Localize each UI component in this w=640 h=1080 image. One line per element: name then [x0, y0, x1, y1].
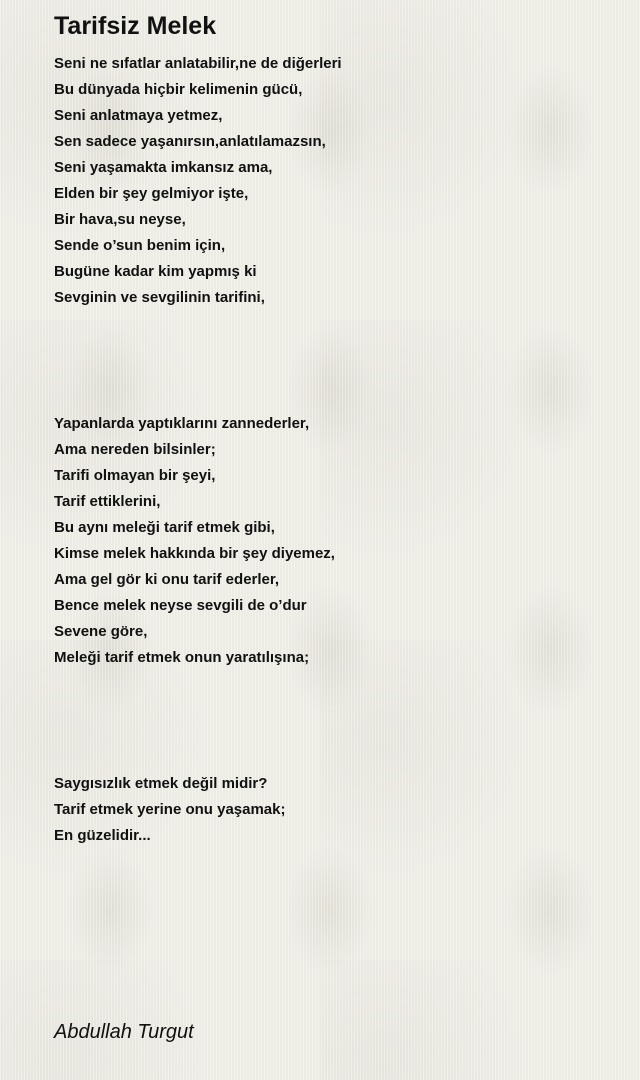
poem-line: Bence melek neyse sevgili de o’dur: [54, 597, 307, 614]
poem-author: Abdullah Turgut: [54, 1021, 194, 1043]
poem-line: Yapanlarda yaptıklarını zannederler,: [54, 415, 310, 432]
poem-line: Bu dünyada hiçbir kelimenin gücü,: [54, 81, 303, 98]
poem-line: Bugüne kadar kim yapmış ki: [54, 263, 257, 280]
poem-line: Saygısızlık etmek değil midir?: [54, 775, 268, 792]
poem-line: Seni yaşamakta imkansız ama,: [54, 159, 273, 176]
poem-line: Tarifi olmayan bir şeyi,: [54, 467, 216, 484]
poem-line: Sende o’sun benim için,: [54, 237, 226, 254]
poem-line: Sevene göre,: [54, 623, 148, 640]
poem-line: Ama nereden bilsinler;: [54, 441, 216, 458]
poem-title: Tarifsiz Melek: [54, 12, 217, 40]
poem-line: Kimse melek hakkında bir şey diyemez,: [54, 545, 335, 562]
poem-line: Ama gel gör ki onu tarif ederler,: [54, 571, 280, 588]
poem-line: Bu aynı meleği tarif etmek gibi,: [54, 519, 275, 536]
stanza-3: [54, 771, 286, 849]
stanza-2: [54, 411, 335, 671]
poem-line: Seni anlatmaya yetmez,: [54, 107, 223, 124]
poem-line: Meleği tarif etmek onun yaratılışına;: [54, 649, 310, 666]
poem-line: Tarif ettiklerini,: [54, 493, 161, 510]
poem-line: Tarif etmek yerine onu yaşamak;: [54, 801, 286, 818]
poem-line: Sen sadece yaşanırsın,anlatılamazsın,: [54, 133, 326, 150]
stanza-1: [54, 51, 342, 311]
poem-line: Seni ne sıfatlar anlatabilir,ne de diğerleri: [54, 55, 342, 72]
poem-line: En güzelidir...: [54, 827, 151, 844]
poem-line: Sevginin ve sevgilinin tarifini,: [54, 289, 265, 306]
poem-line: Bir hava,su neyse,: [54, 211, 186, 228]
poem-line: Elden bir şey gelmiyor işte,: [54, 185, 249, 202]
